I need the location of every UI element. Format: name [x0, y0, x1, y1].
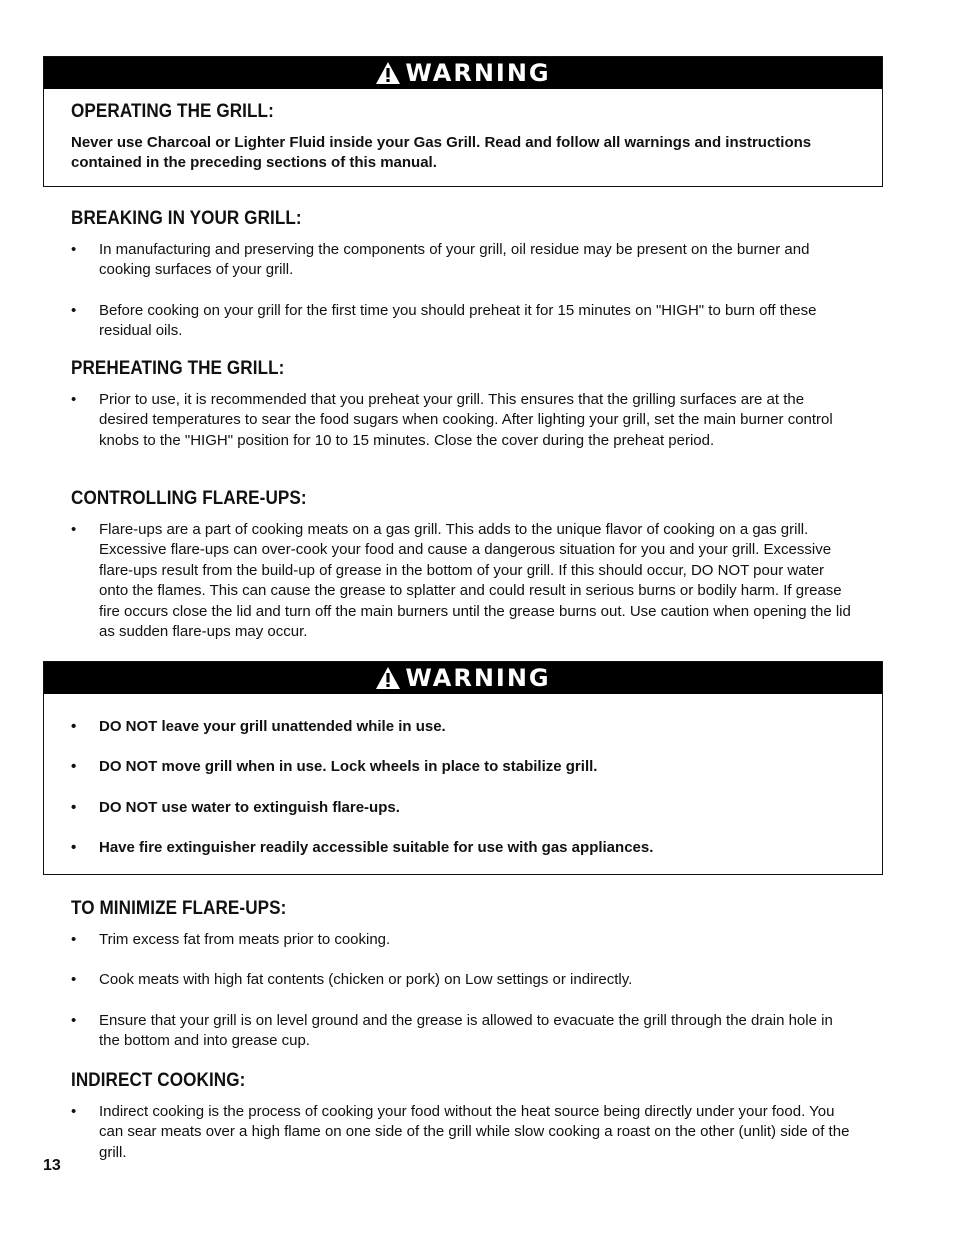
- heading-flare-ups: CONTROLLING FLARE-UPS:: [71, 488, 307, 509]
- warning-box-operating: [43, 56, 883, 187]
- bullet: •: [71, 798, 77, 816]
- bullet: •: [71, 931, 77, 948]
- list-item: • Cook meats with high fat contents (chicken or pork) on Low settings or indirectly.: [71, 970, 851, 990]
- section-minimize: [71, 898, 851, 1052]
- warning-label: WARNING: [405, 59, 551, 87]
- bullet: •: [71, 301, 77, 319]
- bullet: •: [71, 718, 77, 735]
- bullet: •: [71, 521, 77, 538]
- section-indirect: [71, 1070, 851, 1163]
- warning-banner: [44, 662, 882, 694]
- heading-breaking-in: BREAKING IN YOUR GRILL:: [71, 208, 302, 229]
- heading-indirect: INDIRECT COOKING:: [71, 1070, 246, 1091]
- warning-banner: [44, 57, 882, 89]
- warning-label: WARNING: [405, 664, 551, 692]
- bullet: •: [71, 1103, 77, 1120]
- section-breaking-in: [71, 208, 851, 342]
- operating-warning-text: Never use Charcoal or Lighter Fluid inside your Gas Grill. Read and follow all warnings and instructions contained in the preceding sections of this manual.: [71, 134, 812, 172]
- section-flare-ups: [71, 488, 851, 642]
- list-item: • Prior to use, it is recommended that you preheat your grill. This ensures that the grilling surfaces are at the desired temperatures to sear the food sugars when cooking. After lighting your grill, set the main burner control knobs to the "HIGH" position for 10 to 15 minutes. Close the cover during the preheat period.: [71, 391, 833, 449]
- warning-triangle-icon: [375, 666, 401, 690]
- list-item: • In manufacturing and preserving the components of your grill, oil residue may be present on the burner and cooking surfaces of your grill.: [71, 241, 810, 279]
- section-preheating: [71, 358, 851, 451]
- list-item: • Ensure that your grill is on level ground and the grease is allowed to evacuate the grill through the drain hole in the bottom and into grease cup.: [71, 1011, 833, 1050]
- list-item: • Indirect cooking is the process of cooking your food without the heat source being directly under your food. You can sear meats over a high flame on one side of the grill while slow cooking a roast on the other (unlit) side of the grill.: [71, 1103, 850, 1161]
- heading-operating-grill: OPERATING THE GRILL:: [71, 101, 274, 122]
- list-item: • Before cooking on your grill for the first time you should preheat it for 15 minutes on "HIGH" to burn off these residual oils.: [71, 301, 817, 340]
- page-number: 13: [43, 1157, 61, 1174]
- warning-triangle-icon: [375, 61, 401, 85]
- list-item: • Trim excess fat from meats prior to cooking.: [71, 930, 851, 950]
- bullet: •: [71, 1011, 77, 1029]
- list-item: • Flare-ups are a part of cooking meats on a gas grill. This adds to the unique flavor of cooking on a gas grill. Excessive flare-ups can over-cook your food and cause a dangerous situation for you and your grill. Excessive flare-ups result from the build-up of grease in the bottom of your grill. If this should occur, DO NOT pour water onto the flames. This can cause the grease to splatter and could result in serious burns or bodily harm. If grease fire occurs close the lid and turn off the main burners until the grease burns out. Use caution when opening the lid as sudden flare-ups may occur.: [71, 521, 851, 641]
- heading-minimize: TO MINIMIZE FLARE-UPS:: [71, 898, 287, 919]
- bullet: •: [71, 241, 77, 258]
- warning-box-flare-ups: [43, 661, 883, 875]
- bullet: •: [71, 839, 77, 857]
- list-item: • Have fire extinguisher readily accessible suitable for use with gas appliances.: [71, 838, 855, 858]
- list-item: • DO NOT leave your grill unattended while in use.: [71, 717, 855, 737]
- list-item: • DO NOT move grill when in use. Lock wheels in place to stabilize grill.: [71, 757, 855, 777]
- bullet: •: [71, 391, 77, 408]
- bullet: •: [71, 758, 77, 776]
- bullet: •: [71, 971, 77, 989]
- heading-preheating: PREHEATING THE GRILL:: [71, 358, 285, 379]
- list-item: • DO NOT use water to extinguish flare-ups.: [71, 798, 855, 818]
